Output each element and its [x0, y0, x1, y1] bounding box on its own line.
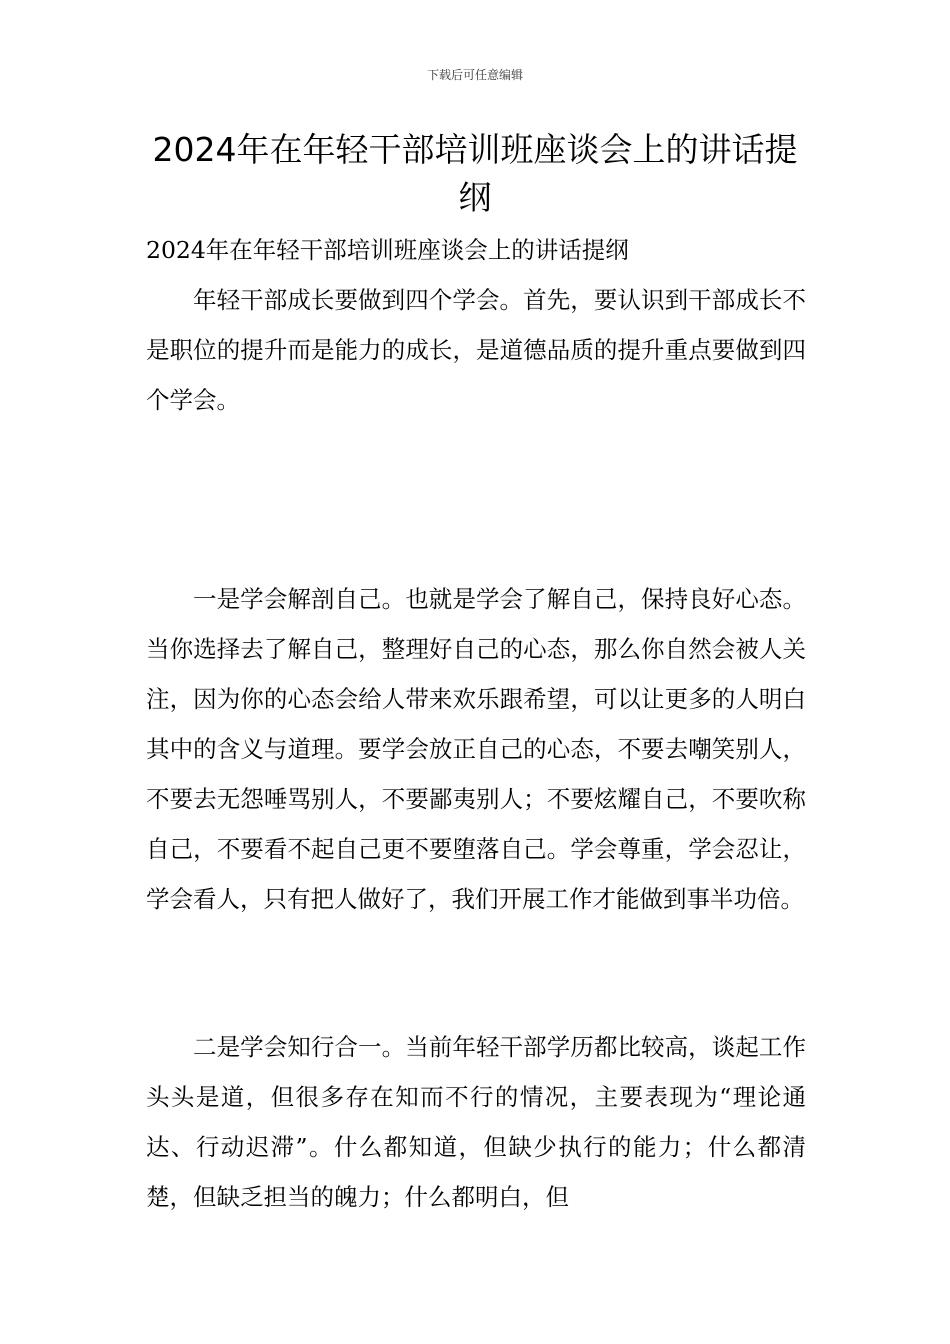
header-note: 下载后可任意编辑: [426, 68, 523, 82]
document-subtitle: 2024年在年轻干部培训班座谈会上的讲话提纲: [146, 236, 629, 264]
paragraph-point-one: 一是学会解剖自己。也就是学会了解自己，保持良好心态。当你选择去了解自己，整理好自己的心态，那么你自然会被人关注，因为你的心态会给人带来欢乐跟希望，可以让更多的人明白其中的含义与道理。要学会放正自己的心态，不要去嘲笑别人，不要去无怨唾骂别人，不要鄙夷别人；不要炫耀自己，不要吹称自己，不要看不起自己更不要堕落自己。学会尊重，学会忍让，学会看人，只有把人做好了，我们开展工作才能做到事半功倍。: [146, 585, 806, 913]
paragraph-intro: 年轻干部成长要做到四个学会。首先，要认识到干部成长不是职位的提升而是能力的成长，是道德品质的提升重点要做到四个学会。: [146, 286, 806, 414]
paragraph-point-two: 二是学会知行合一。当前年轻干部学历都比较高，谈起工作头头是道，但很多存在知而不行的情况，主要表现为“理论通达、行动迟滞”。什么都知道，但缺少执行的能力；什么都清楚，但缺乏担当的魄力；什么都明白，但: [146, 1033, 806, 1211]
document-title: 2024年在年轻干部培训班座谈会上的讲话提纲: [152, 130, 798, 217]
